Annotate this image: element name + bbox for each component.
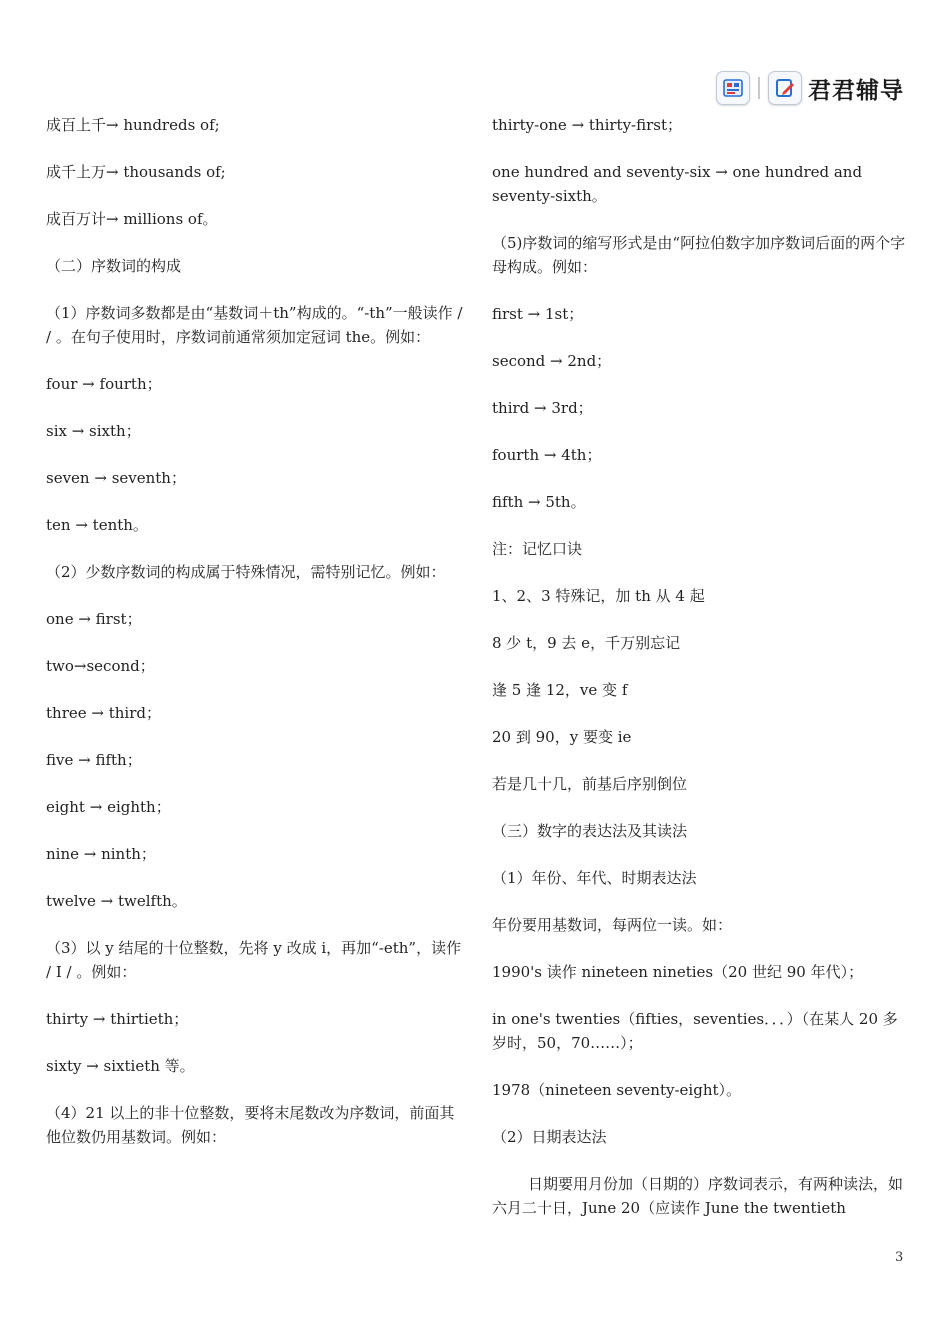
logo-separator bbox=[758, 77, 760, 99]
text-line: nine → ninth； bbox=[46, 845, 156, 863]
paragraph: （1）序数词多数都是由“基数词＋th”构成的。“-th”一般读作 / / 。在句子使用时，序数词前通常须加定冠词 the。例如： bbox=[46, 304, 463, 346]
text-line: seven → seventh； bbox=[46, 469, 186, 487]
text-line: three → third； bbox=[46, 704, 161, 722]
page-number: 3 bbox=[895, 1250, 904, 1265]
paragraph: （3）以 y 结尾的十位整数，先将 y 改成 i，再加“-eth”，读作 / I / 。例如： bbox=[46, 939, 462, 981]
text-line: thirty-one → thirty-first； bbox=[492, 116, 683, 134]
brand-name: 君君辅导 bbox=[808, 77, 904, 104]
edit-icon bbox=[768, 71, 802, 105]
section-heading: （三）数字的表达法及其读法 bbox=[492, 822, 688, 840]
text-line: 成百万计→ millions of。 bbox=[46, 210, 218, 228]
text-line: fifth → 5th。 bbox=[492, 493, 586, 511]
text-line: first → 1st； bbox=[492, 305, 584, 323]
left-column bbox=[46, 113, 464, 1172]
paragraph: one hundred and seventy-six → one hundred and seventy-sixth。 bbox=[492, 163, 863, 205]
book-icon bbox=[716, 71, 750, 105]
text-line: five → fifth； bbox=[46, 751, 142, 769]
text-line: （1）年份、年代、时期表达法 bbox=[492, 869, 697, 887]
text-line: eight → eighth； bbox=[46, 798, 171, 816]
text-line: 若是几十几，前基后序别倒位 bbox=[492, 775, 688, 793]
right-column bbox=[492, 113, 906, 1243]
text-line: four → fourth； bbox=[46, 375, 162, 393]
text-line: ten → tenth。 bbox=[46, 516, 148, 534]
brand-logo bbox=[716, 70, 904, 106]
text-line: fourth → 4th； bbox=[492, 446, 602, 464]
text-line: 8 少 t，9 去 e，千万别忘记 bbox=[492, 634, 681, 652]
text-line: 1、2、3 特殊记，加 th 从 4 起 bbox=[492, 587, 705, 605]
text-line: second → 2nd； bbox=[492, 352, 612, 370]
paragraph: （5)序数词的缩写形式是由“阿拉伯数字加序数词后面的两个字母构成。例如： bbox=[492, 234, 906, 276]
text-line: 20 到 90，y 要变 ie bbox=[492, 728, 632, 746]
text-line: 逢 5 逢 12，ve 变 f bbox=[492, 681, 628, 699]
paragraph: in one's twenties（fifties，seventies．．．）（在某人 20 多岁时，50，70……）； bbox=[492, 1010, 898, 1052]
text-line: two→second； bbox=[46, 657, 155, 675]
text-line: thirty → thirtieth； bbox=[46, 1010, 189, 1028]
text-line: sixty → sixtieth 等。 bbox=[46, 1057, 195, 1075]
section-heading: （二）序数词的构成 bbox=[46, 257, 182, 275]
text-line: 1978（nineteen seventy-eight）。 bbox=[492, 1081, 742, 1099]
text-line: 1990's 读作 nineteen nineties（20 世纪 90 年代）； bbox=[492, 963, 864, 981]
text-line: 成千上万→ thousands of; bbox=[46, 163, 226, 181]
text-line: twelve → twelfth。 bbox=[46, 892, 187, 910]
text-line: six → sixth； bbox=[46, 422, 141, 440]
text-line: 年份要用基数词，每两位一读。如： bbox=[492, 916, 733, 934]
paragraph: （2）少数序数词的构成属于特殊情况，需特别记忆。例如： bbox=[46, 563, 446, 581]
text-line: 注：记忆口诀 bbox=[492, 540, 583, 558]
text-line: one → first； bbox=[46, 610, 142, 628]
text-line: 成百上千→ hundreds of; bbox=[46, 116, 220, 134]
text-line: third → 3rd； bbox=[492, 399, 593, 417]
text-line: （2）日期表达法 bbox=[492, 1128, 607, 1146]
paragraph: 日期要用月份加（日期的）序数词表示，有两种读法，如六月二十日，June 20（应读作 June the twentieth bbox=[492, 1175, 904, 1217]
paragraph: （4）21 以上的非十位整数，要将末尾数改为序数词，前面其他位数仍用基数词。例如： bbox=[46, 1104, 455, 1146]
